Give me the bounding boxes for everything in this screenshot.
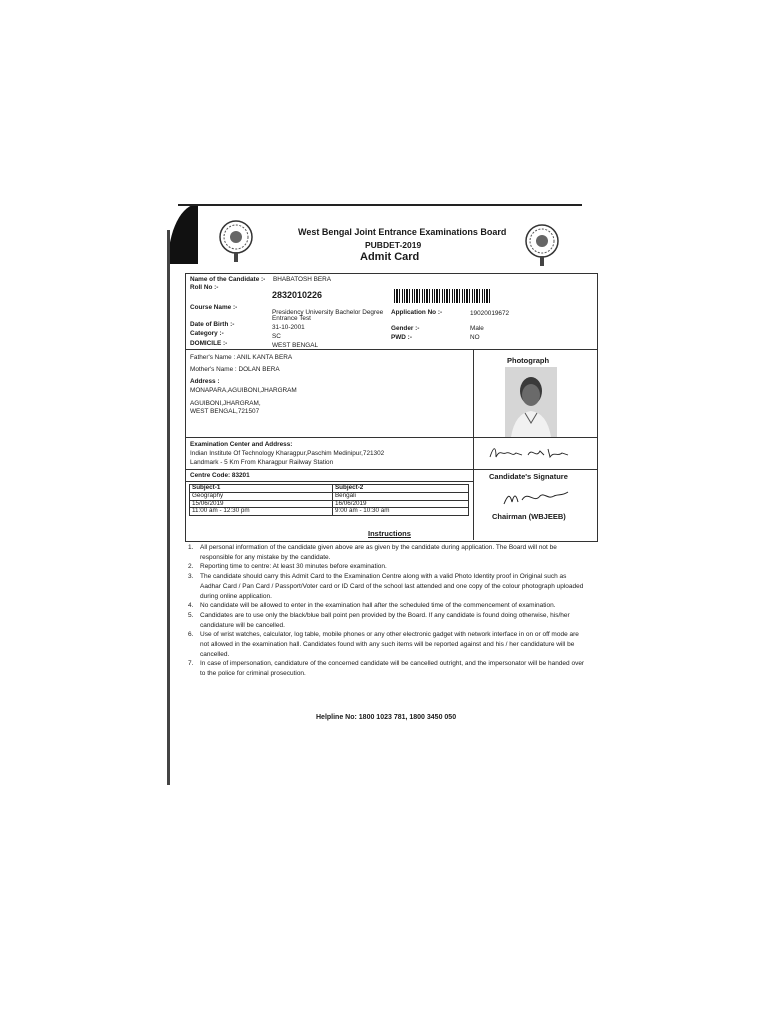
- exam-name: PUBDET-2019: [365, 240, 422, 250]
- address-line-3: WEST BENGAL,721507: [190, 408, 260, 415]
- subject-2-header: Subject-2: [332, 485, 468, 493]
- dob-value: 31-10-2001: [272, 324, 305, 331]
- list-item: 3. The candidate should carry this Admit Card to the Examination Centre along with a valid Photo Identity proof in Original such as Aadhar Card / Pan Card / Passport/Voter card or ID Card of the school last attended and one copy of the colour photograph uploaded during online application.: [188, 573, 584, 600]
- domicile-label: DOMICILE :-: [190, 340, 228, 347]
- table-row: [190, 485, 469, 493]
- gender-label: Gender :-: [391, 325, 420, 332]
- candidate-portrait-icon: [505, 367, 557, 437]
- table-row: [190, 492, 469, 500]
- admit-card-title: Admit Card: [360, 251, 420, 263]
- left-emblem-icon: [216, 218, 256, 264]
- list-item: 2. Reporting time to centre: At least 30 minutes before examination.: [188, 563, 387, 571]
- gender-value: Male: [470, 325, 484, 332]
- paper-top-edge: [178, 204, 582, 206]
- address-label: Address :: [190, 378, 220, 385]
- application-number: 19020019672: [470, 310, 510, 317]
- center-label: Examination Center and Address:: [190, 441, 293, 448]
- column-divider: [473, 349, 474, 540]
- board-name: West Bengal Joint Entrance Examinations Board: [298, 227, 507, 237]
- paper-corner-shadow: [168, 204, 198, 264]
- list-item: 5. Candidates are to use only the black/blue ball point pen provided by the Board. If any candidate is found doing otherwise, his/her candidature will be cancelled.: [188, 611, 570, 629]
- paper-left-edge: [167, 230, 170, 785]
- subjects-table: [189, 484, 469, 516]
- instructions-list: [188, 543, 588, 679]
- list-item: 1. All personal information of the candidate given above are as given by the candidate during application. The Board will not be responsible for any mistake by the candidate.: [188, 544, 557, 561]
- chairman-signature-icon: [500, 486, 572, 508]
- category-value: SC: [272, 333, 281, 340]
- pwd-label: PWD :-: [391, 334, 412, 341]
- table-row: [190, 508, 469, 516]
- dob-label: Date of Birth :-: [190, 321, 235, 328]
- roll-number: 2832010226: [272, 290, 323, 300]
- subject-2-name: Bengali: [332, 492, 468, 500]
- list-item: 4. No candidate will be allowed to enter in the examination hall after the scheduled time of the commencement of examination.: [188, 602, 556, 610]
- domicile-value: WEST BENGAL: [272, 342, 319, 349]
- candidate-name: BHABATOSH BERA: [273, 276, 332, 283]
- application-label: Application No :-: [391, 309, 443, 316]
- section-divider-4: [186, 481, 474, 482]
- list-item: 7. In case of impersonation, candidature of the concerned candidate will be cancelled outright, and the impersonator will be handed over to the police for criminal prosecution.: [188, 660, 585, 678]
- candidate-signature-label: Candidate's Signature: [489, 472, 568, 481]
- center-line-2: Landmark - 5 Km From Kharagpur Railway Station: [190, 459, 334, 466]
- category-label: Category :-: [190, 330, 224, 337]
- section-divider-2: [186, 437, 597, 438]
- section-divider-3: [186, 469, 597, 470]
- photograph-label: Photograph: [507, 356, 550, 365]
- instructions-title: Instructions: [368, 529, 411, 538]
- address-line-2: AGUIBONI,JHARGRAM,: [190, 400, 261, 407]
- name-label: Name of the Candidate :-: [190, 276, 266, 283]
- subject-1-header: Subject-1: [190, 485, 333, 493]
- list-item: 6. Use of wrist watches, calculator, log table, mobile phones or any other electronic gadget with network interface in on or off mode are not allowed in the examination hall. Candidates found with any such items will be reported against and his / her candidature will be cancelled.: [188, 631, 579, 658]
- course-line-1: Presidency University Bachelor Degree: [272, 309, 384, 316]
- mother-name: Mother's Name : DOLAN BERA: [190, 366, 280, 373]
- course-label: Course Name :-: [190, 304, 238, 311]
- center-line-1: Indian Institute Of Technology Kharagpur,Paschim Medinipur,721302: [190, 450, 385, 457]
- subject-2-time: 9:00 am - 10:30 am: [332, 508, 468, 516]
- subject-1-date: 15/06/2019: [190, 500, 333, 508]
- pwd-value: NO: [470, 334, 480, 341]
- subject-2-date: 16/06/2019: [332, 500, 468, 508]
- barcode: [394, 289, 491, 303]
- subject-1-name: Geography: [190, 492, 333, 500]
- section-divider-1: [186, 349, 597, 350]
- helpline: Helpline No: 1800 1023 781, 1800 3450 050: [316, 714, 457, 721]
- subject-1-time: 11:00 am - 12:30 pm: [190, 508, 333, 516]
- course-line-2: Entrance Test: [272, 315, 311, 322]
- father-name: Father's Name : ANIL KANTA BERA: [190, 354, 293, 361]
- centre-code: Centre Code: 83201: [190, 472, 250, 479]
- candidate-signature-icon: [488, 443, 572, 463]
- chairman-label: Chairman (WBJEEB): [492, 512, 566, 521]
- roll-label: Roll No :-: [190, 284, 219, 291]
- right-emblem-icon: [522, 222, 562, 268]
- candidate-photo: [505, 367, 557, 437]
- address-line-1: MONAPARA,AGUIBONI,JHARGRAM: [190, 387, 297, 394]
